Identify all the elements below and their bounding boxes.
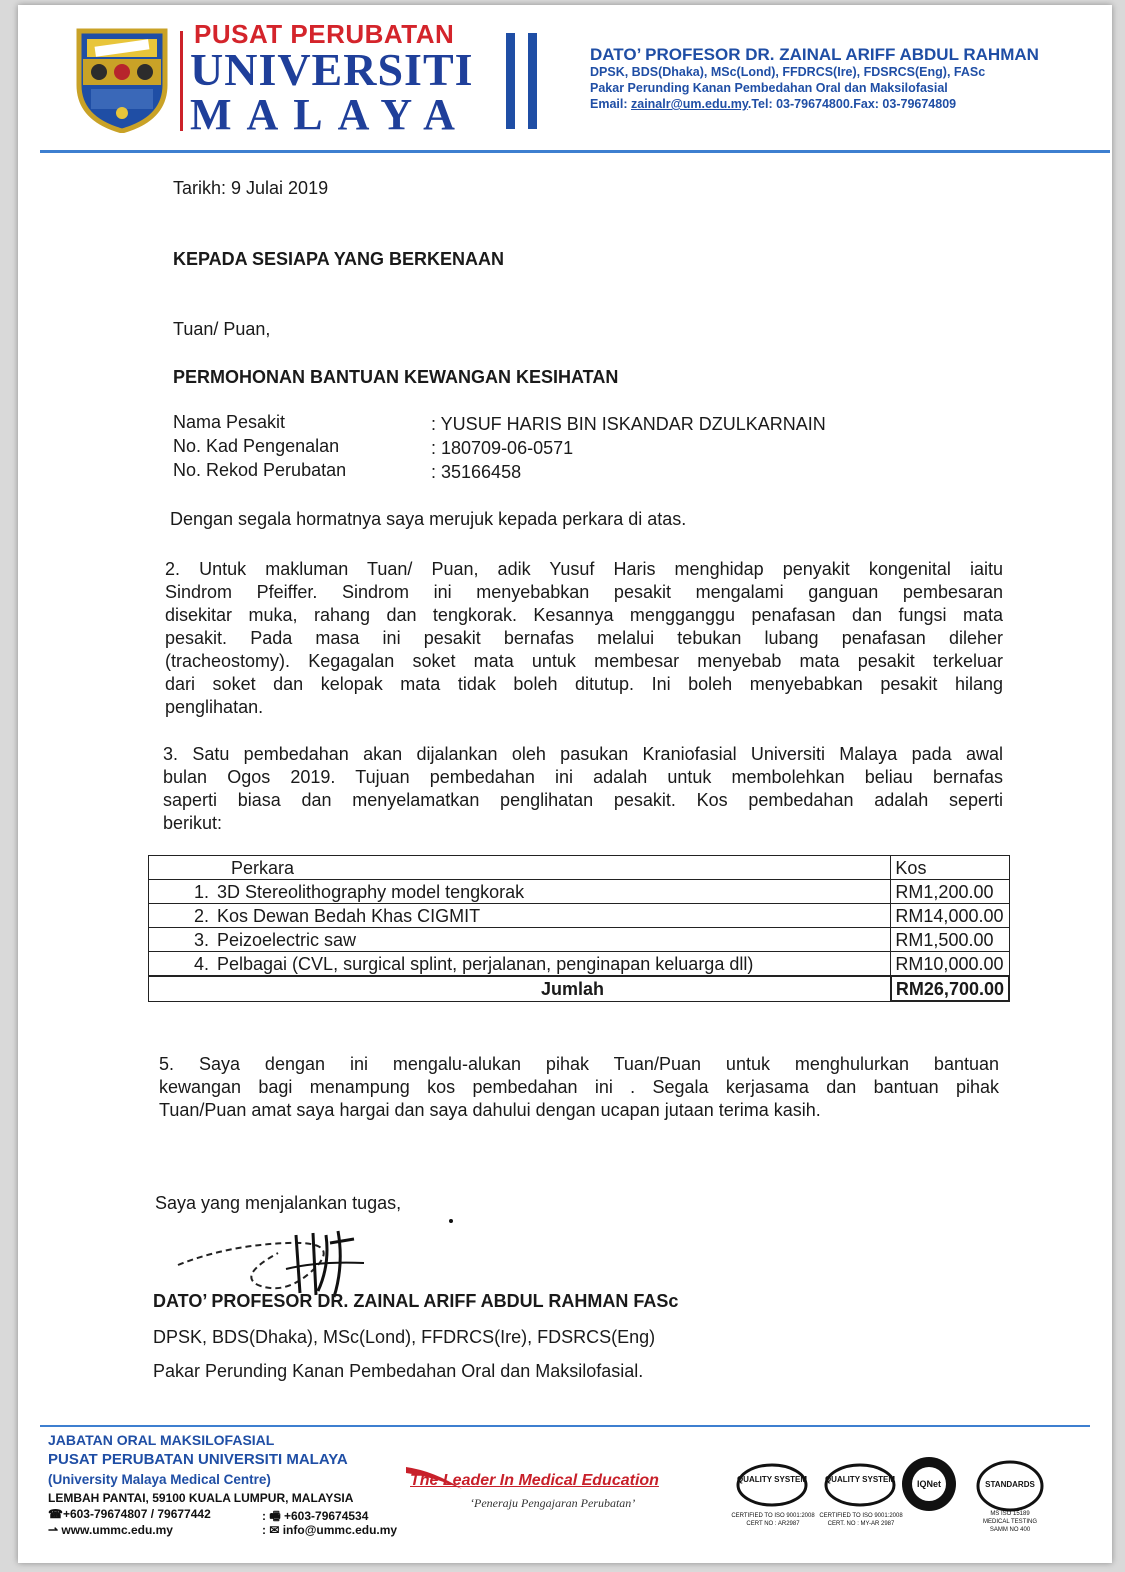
paragraph-line: 5. Saya dengan ini mengalu-alukan pihak Tuan/Puan untuk menghulurkan bantuan	[159, 1054, 999, 1074]
quality-system-logo	[736, 1463, 808, 1515]
badge-text: STANDARDS	[985, 1480, 1035, 1489]
badge-text: QUALITY SYSTEM	[824, 1475, 896, 1484]
row-cost: RM10,000.00	[895, 953, 1004, 974]
cert-caption: SAMM NO 400	[989, 1527, 1031, 1533]
paragraph-line: Tuan/Puan amat saya hargai dan saya dahului dengan ucapan jutaan terima kasih.	[159, 1100, 821, 1120]
row-item: Kos Dewan Bedah Khas CIGMIT	[217, 905, 481, 926]
row-item: Pelbagai (CVL, surgical splint, perjalanan, penginapan keluarga dll)	[217, 953, 754, 974]
cert-caption: CERT NO : AR2987	[746, 1521, 800, 1527]
footer-divider	[40, 1425, 1090, 1427]
paragraph-line: kewangan bagi menampung kos pembedahan ini . Segala kerjasama dan bantuan pihak	[159, 1077, 999, 1097]
total-label: Jumlah	[541, 978, 605, 999]
signatory-qualifications: DPSK, BDS(Dhaka), MSc(Lond), FFDRCS(Ire), FDSRCS(Eng)	[153, 1327, 656, 1347]
paragraph-line: berikut:	[163, 813, 223, 833]
tel-fax: .Tel: 03-79674800.Fax: 03-79674809	[747, 97, 957, 111]
signatory-name: DATO’ PROFESOR DR. ZAINAL ARIFF ABDUL RAHMAN FASc	[153, 1291, 679, 1311]
quality-system-logo	[824, 1463, 896, 1515]
institution-name-line3: MALAYA	[190, 90, 470, 139]
total-value: RM26,700.00	[895, 978, 1004, 999]
row-item: 3D Stereolithography model tengkorak	[217, 881, 525, 902]
header-cost: Kos	[895, 857, 927, 878]
table-row	[149, 928, 1010, 952]
footer-address: LEMBAH PANTAI, 59100 KUALA LUMPUR, MALAYSIA	[48, 1491, 354, 1505]
table-header-row	[149, 856, 1010, 880]
recipient: KEPADA SESIAPA YANG BERKENAAN	[173, 249, 505, 269]
header-item-cell	[149, 856, 891, 880]
quality-badge-icon	[824, 1463, 896, 1515]
letter-page	[18, 5, 1112, 1563]
cost-cell	[891, 904, 1009, 928]
footer-website[interactable]: ⇀ www.ummc.edu.my	[48, 1523, 173, 1537]
field-label: Nama Pesakit	[173, 412, 286, 432]
paragraph-line: (tracheostomy). Kegagalan soket mata untuk membesar menyebab mata pesakit terkeluar	[165, 651, 1003, 671]
intro-paragraph: Dengan segala hormatnya saya merujuk kepada perkara di atas.	[170, 509, 687, 529]
cert-caption: MEDICAL TESTING	[982, 1519, 1037, 1525]
header-blue-bar	[506, 33, 515, 129]
paragraph-5	[159, 1053, 999, 1122]
item-cell	[149, 928, 891, 952]
total-label-cell	[149, 976, 891, 1001]
quality-badge-icon	[736, 1463, 808, 1515]
doctor-title: Pakar Perunding Kanan Pembedahan Oral dan Maksilofasial	[590, 81, 948, 95]
footer-tagline-sub: ‘Peneraju Pengajaran Perubatan’	[470, 1496, 636, 1510]
cert-caption: MS ISO 15189	[990, 1511, 1030, 1517]
signatory-title: Pakar Perunding Kanan Pembedahan Oral dan Maksilofasial.	[153, 1361, 644, 1381]
footer-email[interactable]: : ✉ info@ummc.edu.my	[262, 1523, 398, 1537]
table-row	[149, 952, 1010, 977]
institution-name-line2: UNIVERSITI	[190, 44, 474, 95]
cost-cell	[891, 952, 1009, 977]
table-row	[149, 904, 1010, 928]
row-number: 3.	[193, 929, 209, 950]
item-cell	[149, 952, 891, 977]
doctor-qualifications: DPSK, BDS(Dhaka), MSc(Lond), FFDRCS(Ire), FDSRCS(Eng), FASc	[590, 65, 986, 79]
item-cell	[149, 904, 891, 928]
paragraph-2	[165, 558, 1003, 719]
university-crest-logo	[73, 23, 171, 133]
footer-phone: ☎+603-79674807 / 79677442	[48, 1507, 211, 1521]
paragraph-3	[163, 743, 1003, 835]
paragraph-line: Sindrom Pfeiffer. Sindrom ini menyebabkan pesakit mengalami ganguan pembesaran	[165, 582, 1003, 602]
field-value: : 35166458	[431, 462, 522, 482]
footer-fax: : 🖷 +603-79674534	[262, 1509, 369, 1523]
field-label: No. Rekod Perubatan	[173, 460, 347, 480]
cert-caption: CERTIFIED TO ISO 9001:2008	[819, 1513, 903, 1519]
cert-caption: CERT. NO : MY-AR 2987	[827, 1521, 895, 1527]
paragraph-line: pesakit. Pada masa ini pesakit bernafas melalui tebukan lubang penafasan dileher	[165, 628, 1003, 648]
paragraph-line: 2. Untuk makluman Tuan/ Puan, adik Yusuf Haris menghidap penyakit kongenital iaitu	[165, 559, 1003, 579]
paragraph-line: saperti biasa dan menyelamatkan penglihatan pesakit. Kos pembedahan adalah seperti	[163, 790, 1003, 810]
paragraph-line: disekitar muka, rahang dan tengkorak. Kesannya mengganggu penafasan dan fungsi mata	[165, 605, 1003, 625]
row-number: 4.	[193, 953, 209, 974]
email-label: Email:	[590, 97, 631, 111]
row-number: 2.	[193, 905, 209, 926]
footer-department: JABATAN ORAL MAKSILOFASIAL	[48, 1432, 275, 1448]
subject: PERMOHONAN BANTUAN KEWANGAN KESIHATAN	[173, 367, 619, 387]
cost-cell	[891, 880, 1009, 904]
doctor-contact	[590, 97, 956, 111]
header-blue-bar	[528, 33, 537, 129]
footer-centre: PUSAT PERUBATAN UNIVERSITI MALAYA	[48, 1451, 348, 1468]
salutation: Tuan/ Puan,	[173, 319, 271, 339]
row-cost: RM14,000.00	[895, 905, 1004, 926]
header-cost-cell	[891, 856, 1009, 880]
letter-date: Tarikh: 9 Julai 2019	[173, 178, 329, 198]
paragraph-line: penglihatan.	[165, 697, 264, 717]
field-label: No. Kad Pengenalan	[173, 436, 340, 456]
total-value-cell	[891, 976, 1009, 1001]
row-cost: RM1,200.00	[895, 881, 994, 902]
row-number: 1.	[193, 881, 209, 902]
institution-name-line1: PUSAT PERUBATAN	[194, 19, 455, 49]
cost-table	[148, 855, 1010, 1002]
row-item: Peizoelectric saw	[217, 929, 357, 950]
header-red-rule	[180, 31, 183, 131]
doctor-name: DATO’ PROFESOR DR. ZAINAL ARIFF ABDUL RAHMAN	[590, 45, 1039, 64]
paragraph-line: bulan Ogos 2019. Tujuan pembedahan ini adalah untuk membolehkan beliau bernafas	[163, 767, 1003, 787]
badge-text: QUALITY SYSTEM	[736, 1475, 808, 1484]
closing: Saya yang menjalankan tugas,	[155, 1193, 402, 1213]
footer-tagline: The Leader In Medical Education	[410, 1472, 659, 1489]
iqnet-logo	[900, 1455, 958, 1513]
table-total-row	[149, 976, 1010, 1001]
table-row	[149, 880, 1010, 904]
row-cost: RM1,500.00	[895, 929, 994, 950]
field-value: : YUSUF HARIS BIN ISKANDAR DZULKARNAIN	[431, 414, 826, 434]
standards-malaysia-logo	[976, 1460, 1044, 1512]
header-divider	[40, 150, 1110, 153]
email-link[interactable]: zainalr@um.edu.my	[631, 97, 748, 111]
header-item: Perkara	[231, 857, 295, 878]
cost-cell	[891, 928, 1009, 952]
badge-text: IQNet	[916, 1479, 941, 1489]
footer-centre-en: (University Malaya Medical Centre)	[48, 1472, 271, 1487]
paragraph-line: 3. Satu pembedahan akan dijalankan oleh pasukan Kraniofasial Universiti Malaya pada awal	[163, 744, 1003, 764]
paragraph-line: dari soket dan kelopak mata tidak boleh ditutup. Ini boleh menyebabkan pesakit hilang	[165, 674, 1003, 694]
field-value: : 180709-06-0571	[431, 438, 574, 458]
item-cell	[149, 880, 891, 904]
cert-caption: CERTIFIED TO ISO 9001:2008	[731, 1513, 815, 1519]
